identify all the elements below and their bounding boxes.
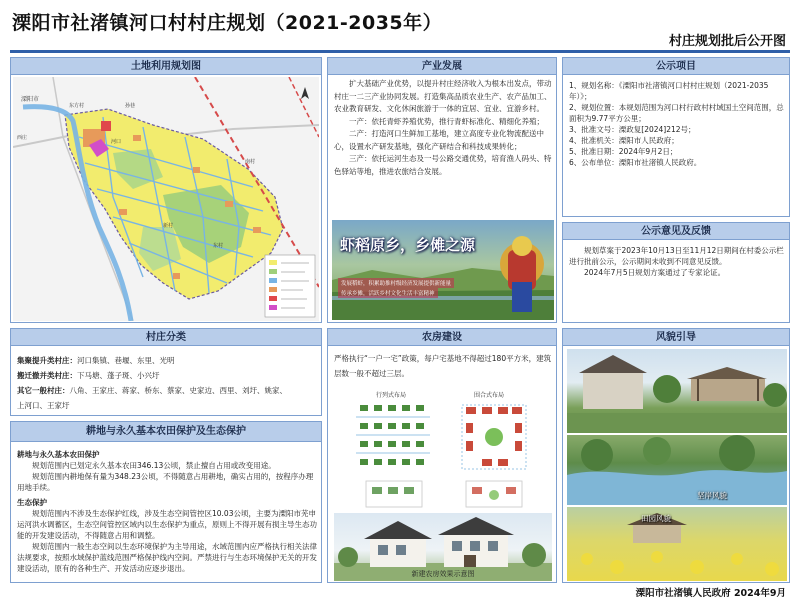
scenery-photo-village	[567, 349, 787, 433]
farmland-section-title: 耕地与永久基本农田保护	[17, 450, 100, 459]
map-label: 西庄	[17, 135, 28, 141]
land-use-title: 土地利用规划图	[11, 58, 321, 75]
banner-caption: 发展稻虾，积累助推村级经济发展提供新能量	[338, 278, 454, 288]
scenery-caption: 田园风貌	[641, 514, 671, 523]
notice-panel	[562, 57, 790, 217]
land-use-map[interactable]	[13, 77, 319, 321]
diagram-label: 围合式布局	[474, 392, 505, 399]
scenery-photo-waterside	[567, 435, 787, 505]
industry-title: 产业发展	[328, 58, 556, 75]
notice-item: 2、规划位置：本规划范围为河口村行政村村域国土空间范围，总面积为9.77平方公里；	[569, 103, 784, 123]
notice-item: 5、批准日期：2024年9月2日；	[569, 147, 678, 156]
farmhouse-panel	[327, 328, 557, 583]
map-label: 东村	[213, 243, 224, 249]
scenery-panel	[562, 328, 790, 583]
farmland-panel	[10, 421, 322, 583]
scenery-photo-fields	[567, 507, 787, 581]
industry-paragraph: 二产：打造河口生鲜加工基地，建立高度专业化物流配送中心，设置水产研发基地，强化产研结合和科技成果转化；	[334, 129, 544, 151]
classification-label: 搬迁撤并类村庄：	[17, 371, 77, 380]
feedback-paragraph: 2024年7月5日规划方案通过了专家论证。	[584, 268, 726, 277]
header-rule	[10, 50, 790, 53]
scenery-photo-fields-graphic	[567, 507, 787, 581]
feedback-panel	[562, 222, 790, 323]
farmhouse-text: 严格执行“一户一宅”政策，每户宅基地不得超过180平方米，建筑层数一般不超过三层。	[334, 354, 552, 378]
feedback-paragraph: 规划草案于2023年10月13日至11月12日期间在村委公示栏进行批前公示，公示期间未收到不同意见反馈。	[569, 246, 784, 266]
scenery-caption: 坚岸风貌	[697, 491, 727, 500]
ecology-paragraph: 规划范围内不涉及生态保护红线，涉及生态空间管控区10.03公顷，主要为溧阳市芜申运河洪水调蓄区，生态空间管控区域内以生态保护为重点，原则上不得开展有损主导生态功能的开发建设活动，不得随意占用和调整。	[17, 509, 317, 540]
map-label: 河口	[111, 139, 122, 145]
farmhouse-title: 农房建设	[328, 329, 556, 346]
diagram-label: 行列式布局	[376, 392, 407, 399]
industry-paragraph: 三产：依托运河生态及一号公路交通优势，培育渔人码头、特色驿站等地，推进农旅结合发展。	[334, 154, 552, 176]
farmhouse-render-caption: 新建农房效果示意图	[411, 570, 475, 578]
industry-panel	[327, 57, 557, 323]
notice-item: 4、批准机关：溧阳市人民政府；	[569, 136, 679, 145]
layout-diagram	[346, 387, 542, 517]
classification-value: 上河口、王家圩	[17, 401, 70, 410]
scenery-photo-village-graphic	[567, 349, 787, 433]
classification-row	[17, 398, 317, 413]
classification-label: 集聚提升类村庄：	[17, 356, 77, 365]
page-subtitle: 村庄规划批后公开图	[668, 34, 786, 49]
notice-item: 6、公布单位：溧阳市社渚镇人民政府。	[569, 158, 702, 167]
classification-row	[17, 383, 317, 398]
map-label: 南村	[245, 159, 256, 165]
notice-title: 公示项目	[563, 58, 789, 75]
land-use-map-graphic	[13, 77, 319, 321]
banner-caption: 传承乡傩，活跃乡村文化生活丰富精神	[338, 288, 438, 298]
feedback-title: 公示意见及反馈	[563, 223, 789, 240]
classification-label: 其它一般村庄：	[17, 386, 70, 395]
scenery-title: 风貌引导	[563, 329, 789, 346]
farmhouse-render-image	[334, 513, 552, 581]
footer-issuer: 溧阳市社渚镇人民政府 2024年9月	[635, 588, 786, 599]
classification-panel	[10, 328, 322, 416]
notice-item: 1、规划名称：《溧阳市社渚镇河口村村庄规划（2021-2035年）》；	[569, 81, 769, 101]
classification-row	[17, 353, 317, 368]
industry-paragraph: 一产：依托青虾养殖优势，推行青虾标准化、精细化养殖；	[349, 116, 544, 126]
scenery-photo-waterside-graphic	[567, 435, 787, 505]
map-label: 溧阳市	[21, 96, 40, 103]
farmland-paragraph: 规划范围内已划定永久基本农田346.13公顷，禁止擅自占用或改变用途。	[32, 461, 276, 470]
classification-title: 村庄分类	[11, 329, 321, 346]
ecology-paragraph: 规划范围内一般生态空间以生态环境保护为主导用途，水域范围内应严格执行相关法律法规要求，按照水域保护蓝线范围严格保护线内空间。严禁进行与生态环境保护无关的开发建设活动，原有的各种生产、开发活动应逐步退出。	[17, 542, 317, 573]
farmland-paragraph: 规划范围内耕地保有量为348.23公顷，不得随意占用耕地，确实占用的，按程序办理用地手续。	[17, 472, 314, 492]
banner-title: 虾稻原乡，乡傩之源	[340, 236, 476, 254]
classification-row	[17, 368, 317, 383]
layout-diagram-graphic	[346, 387, 542, 517]
industry-paragraph: 扩大基础产业优势，以提升村庄经济收入为根本出发点，带动村庄一二三产业协同发展。打造集高品质农业生产、农产品加工、农业教育研发、文化休闲旅游于一体的宜居、宜业、宜游乡村。	[334, 79, 552, 113]
map-label: 新村	[163, 223, 174, 229]
classification-value: 八角、王家庄、蒋家、桥东、蔡家、史家边、西里、刘圩、姚家、	[69, 386, 287, 395]
farmland-title: 耕地与永久基本农田保护及生态保护	[11, 422, 321, 442]
classification-value: 下马塘、蓬子斑、小兴圩	[77, 371, 160, 380]
land-use-panel	[10, 57, 322, 323]
industry-banner-image	[332, 220, 554, 320]
map-label: 孙巷	[125, 103, 136, 109]
map-label: 东方村	[69, 103, 85, 109]
ecology-section-title: 生态保护	[17, 498, 47, 507]
classification-value: 河口集镇、巷堰、东里、光明	[77, 356, 175, 365]
notice-item: 3、批准文号：溧政复[2024]212号；	[569, 125, 696, 134]
page-title: 溧阳市社渚镇河口村村庄规划（2021-2035年）	[12, 12, 443, 34]
